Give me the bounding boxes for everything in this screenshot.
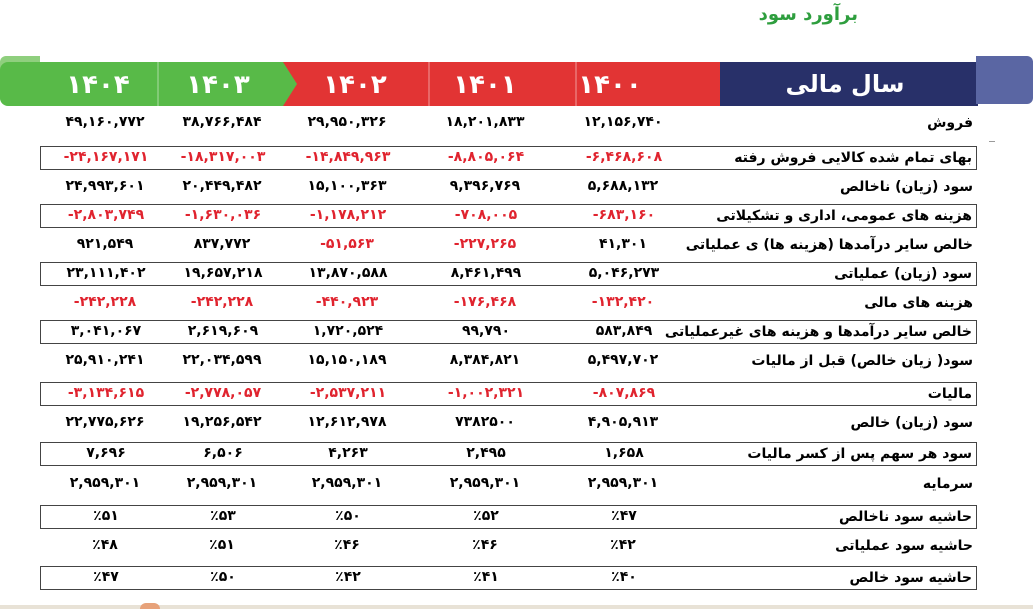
- cell-value: ٪۵۲: [473, 508, 499, 524]
- cell-value: -۸۰۷,۸۶۹: [592, 385, 656, 401]
- cell-value: ٪۵۰: [210, 569, 236, 585]
- cell-value: ۲۲,۰۳۴,۵۹۹: [182, 352, 262, 368]
- row-label: سود (زیان) عملیاتی: [834, 266, 972, 282]
- table-row: [40, 320, 977, 344]
- cell-value: ۲,۴۹۵: [466, 445, 506, 461]
- cell-value: ۱۲,۱۵۶,۷۴۰: [583, 114, 663, 130]
- cell-value: ۵,۶۸۸,۱۳۲: [587, 178, 659, 194]
- table-row: [40, 262, 977, 286]
- cell-value: ۳۸,۷۶۶,۴۸۴: [182, 114, 262, 130]
- table-row: [40, 234, 977, 258]
- cell-value: ۱۵,۱۵۰,۱۸۹: [307, 352, 387, 368]
- cell-value: ۲,۹۵۹,۳۰۱: [311, 475, 383, 491]
- cell-value: ۴۱,۳۰۱: [598, 236, 648, 252]
- cell-value: ٪۴۶: [472, 537, 498, 553]
- cell-value: -۱۴,۸۴۹,۹۶۳: [305, 149, 391, 165]
- cell-value: -۶,۴۶۸,۶۰۸: [585, 149, 663, 165]
- cell-value: -۵۱,۵۶۳: [320, 236, 374, 252]
- page-title: برآورد سود: [758, 4, 858, 25]
- cell-value: ۱۳,۸۷۰,۵۸۸: [308, 265, 388, 281]
- row-label: حاشیه سود عملیاتی: [835, 538, 973, 554]
- table-row: [40, 350, 977, 374]
- cell-value: ۴۹,۱۶۰,۷۷۲: [65, 114, 145, 130]
- cell-value: ۱,۷۲۰,۵۲۴: [312, 323, 384, 339]
- cell-value: ۲,۹۵۹,۳۰۱: [186, 475, 258, 491]
- cell-value: -۱,۰۰۲,۳۲۱: [447, 385, 525, 401]
- row-label: بهای تمام شده کالایی فروش رفته: [734, 150, 972, 166]
- row-label: خالص سایر درآمدها و هزینه های غیرعملیاتی: [664, 324, 972, 340]
- cell-value: ۳,۰۴۱,۰۶۷: [70, 323, 142, 339]
- table-row: [40, 146, 977, 170]
- cell-value: ۱۹,۶۵۷,۲۱۸: [183, 265, 263, 281]
- cell-value: ۱۹,۲۵۶,۵۴۲: [182, 414, 262, 430]
- cell-value: ۲۲,۷۷۵,۶۲۶: [65, 414, 145, 430]
- cell-value: ٪۴۷: [93, 569, 119, 585]
- cell-value: ۸,۳۸۴,۸۲۱: [449, 352, 521, 368]
- table-row: [40, 505, 977, 529]
- cell-value: -۱۸,۳۱۷,۰۰۳: [180, 149, 266, 165]
- year-1401: ۱۴۰۱: [453, 70, 517, 100]
- cell-value: ۲,۹۵۹,۳۰۱: [587, 475, 659, 491]
- cell-value: -۲۴,۱۶۷,۱۷۱: [63, 149, 149, 165]
- cell-value: ۵,۰۴۶,۲۷۳: [588, 265, 660, 281]
- cell-value: -۸,۸۰۵,۰۶۴: [447, 149, 525, 165]
- cell-value: ۹۲۱,۵۴۹: [76, 236, 134, 252]
- cell-value: ۹,۳۹۶,۷۶۹: [449, 178, 521, 194]
- cell-value: ۸۳۷,۷۷۲: [193, 236, 251, 252]
- cell-value: ۱,۶۵۸: [604, 445, 644, 461]
- year-1404: ۱۴۰۴: [66, 70, 130, 100]
- table-header: [0, 62, 1033, 108]
- cell-value: ۱۸,۲۰۱,۸۳۳: [445, 114, 525, 130]
- cell-value: ۱۵,۱۰۰,۳۶۳: [307, 178, 387, 194]
- cell-value: ۵,۴۹۷,۷۰۲: [587, 352, 659, 368]
- cell-value: ٪۴۲: [335, 569, 361, 585]
- cell-value: ۲۴,۹۹۳,۶۰۱: [65, 178, 145, 194]
- row-label: هزینه های مالی: [864, 295, 973, 311]
- cell-value: -۲,۸۰۳,۷۴۹: [67, 207, 145, 223]
- table-row: [40, 442, 977, 466]
- cell-value: ۲۵,۹۱۰,۲۴۱: [65, 352, 145, 368]
- cell-value: -۲۴۲,۲۲۸: [190, 294, 254, 310]
- cell-value: ٪۴۶: [334, 537, 360, 553]
- cell-value: -۷۰۸,۰۰۵: [454, 207, 518, 223]
- side-mark: [989, 141, 995, 142]
- cell-value: ٪۴۷: [611, 508, 637, 524]
- cell-value: ۵۸۳,۸۴۹: [595, 323, 653, 339]
- cell-value: -۳,۱۳۴,۶۱۵: [67, 385, 145, 401]
- cell-value: ٪۴۲: [610, 537, 636, 553]
- cell-value: ۲,۶۱۹,۶۰۹: [187, 323, 259, 339]
- year-1400: ۱۴۰۰: [578, 70, 642, 100]
- cell-value: ۸,۴۶۱,۴۹۹: [450, 265, 522, 281]
- cell-value: ۴,۹۰۵,۹۱۳: [587, 414, 659, 430]
- row-label: سرمایه: [922, 476, 973, 492]
- cell-value: ۷,۶۹۶: [86, 445, 126, 461]
- cell-value: -۱۷۶,۴۶۸: [453, 294, 517, 310]
- year-1403: ۱۴۰۳: [186, 70, 250, 100]
- row-label: سود (زیان) خالص: [850, 415, 973, 431]
- cell-value: ۶,۵۰۶: [203, 445, 243, 461]
- fiscal-year-label: سال مالی: [785, 70, 905, 98]
- cell-value: -۲۲۷,۲۶۵: [453, 236, 517, 252]
- cell-value: ۹۹,۷۹۰: [461, 323, 511, 339]
- row-label: سود( زیان خالص) قبل از مالیات: [751, 353, 973, 369]
- cell-value: ۲,۹۵۹,۳۰۱: [69, 475, 141, 491]
- year-1402: ۱۴۰۲: [323, 70, 387, 100]
- table-row: [40, 292, 977, 316]
- table-row: [40, 535, 977, 559]
- row-label: مالیات: [927, 386, 972, 402]
- cell-value: -۱,۱۷۸,۲۱۲: [309, 207, 387, 223]
- row-label: حاشیه سود خالص: [849, 570, 972, 586]
- table-row: [40, 176, 977, 200]
- cell-value: ۱۲,۶۱۲,۹۷۸: [307, 414, 387, 430]
- table-row: [40, 566, 977, 590]
- cell-value: ۷۳۸۲۵۰۰: [455, 414, 515, 430]
- cell-value: -۲,۵۳۷,۲۱۱: [309, 385, 387, 401]
- footer-ornament: [140, 603, 160, 609]
- table-row: [40, 382, 977, 406]
- table-row: [40, 412, 977, 436]
- table-row: [40, 473, 977, 497]
- table-row: [40, 204, 977, 228]
- cell-value: -۲۴۲,۲۲۸: [73, 294, 137, 310]
- cell-value: ۲۳,۱۱۱,۴۰۲: [66, 265, 146, 281]
- cell-value: -۴۴۰,۹۲۳: [315, 294, 379, 310]
- cell-value: -۱۳۲,۴۲۰: [591, 294, 655, 310]
- cell-value: ۴,۲۶۳: [328, 445, 368, 461]
- table-row: [40, 112, 977, 136]
- cell-value: ٪۵۳: [210, 508, 236, 524]
- row-label: سود هر سهم پس از کسر مالیات: [747, 446, 972, 462]
- cell-value: ۲,۹۵۹,۳۰۱: [449, 475, 521, 491]
- cell-value: -۱,۶۳۰,۰۳۶: [184, 207, 262, 223]
- row-label: خالص سایر درآمدها (هزینه ها) ی عملیاتی: [685, 237, 973, 253]
- row-label: هزینه های عمومی، اداری و تشکیلاتی: [716, 208, 972, 224]
- cell-value: -۶۸۳,۱۶۰: [592, 207, 656, 223]
- cell-value: ۲۰,۴۴۹,۴۸۲: [182, 178, 262, 194]
- cell-value: ۲۹,۹۵۰,۳۲۶: [307, 114, 387, 130]
- cell-value: ٪۴۱: [473, 569, 499, 585]
- row-label: سود (زیان) ناخالص: [839, 179, 973, 195]
- cell-value: ٪۵۰: [335, 508, 361, 524]
- cell-value: -۲,۷۷۸,۰۵۷: [184, 385, 262, 401]
- header-right-tab: [976, 56, 1033, 104]
- cell-value: ٪۴۸: [92, 537, 118, 553]
- cell-value: ٪۴۰: [611, 569, 637, 585]
- cell-value: ٪۵۱: [93, 508, 119, 524]
- row-label: حاشیه سود ناخالص: [838, 509, 972, 525]
- row-label: فروش: [927, 115, 973, 131]
- cell-value: ٪۵۱: [209, 537, 235, 553]
